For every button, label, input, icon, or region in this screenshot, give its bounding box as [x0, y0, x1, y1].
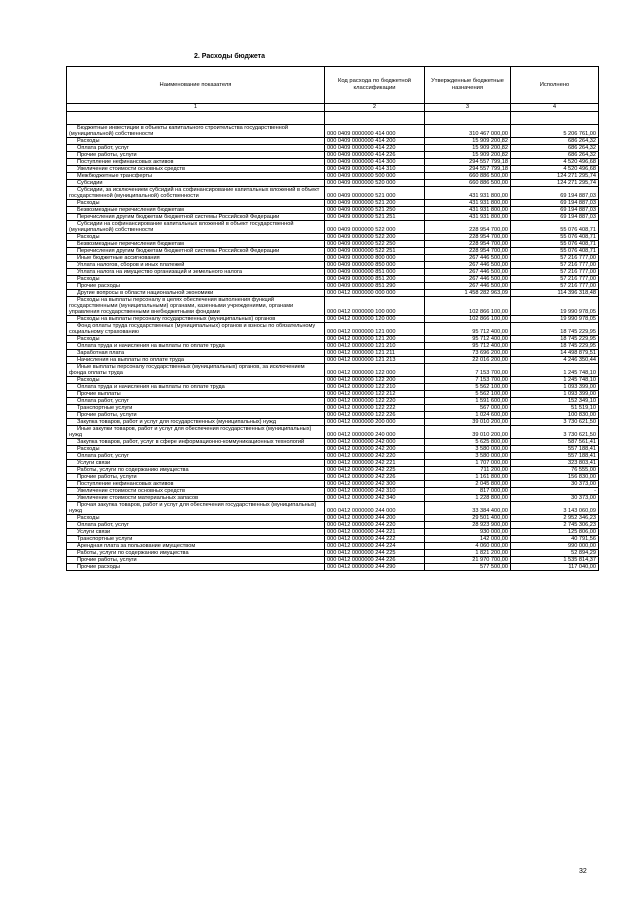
row-approved: 1 591 600,00: [425, 398, 511, 405]
row-code: 000 0412 0000000 000 000: [325, 290, 425, 297]
column-number-4: 4: [511, 104, 599, 112]
table-row: [67, 290, 599, 297]
row-code: 000 0409 0000000 851 290: [325, 283, 425, 290]
table-row: [67, 446, 599, 453]
table-row: [67, 200, 599, 207]
row-approved: 294 557 799,18: [425, 159, 511, 166]
row-approved: 39 010 200,00: [425, 426, 511, 439]
row-executed: 1 245 748,10: [511, 364, 599, 377]
row-name: Безвозмездные перечисления бюджетам: [67, 241, 325, 248]
table-row: [67, 391, 599, 398]
row-executed: 30 373,00: [511, 481, 599, 488]
row-name: Оплата работ, услуг: [67, 145, 325, 152]
table-row: [67, 357, 599, 364]
row-approved: 660 886 500,00: [425, 180, 511, 187]
table-row: [67, 207, 599, 214]
table-row: [67, 488, 599, 495]
row-executed: 51 519,10: [511, 405, 599, 412]
row-approved: 930 000,00: [425, 529, 511, 536]
row-executed: 1 535 814,37: [511, 557, 599, 564]
row-code: 000 0412 0000000 244 000: [325, 502, 425, 515]
row-executed: 4 520 496,68: [511, 159, 599, 166]
row-approved: 4 060 000,00: [425, 543, 511, 550]
table-row: [67, 405, 599, 412]
section-title: 2. Расходы бюджета: [194, 53, 265, 60]
row-executed: 55 076 408,71: [511, 241, 599, 248]
table-row: [67, 543, 599, 550]
row-name: Уплата налогов, сборов и иных платежей: [67, 262, 325, 269]
expenses-table: [66, 66, 599, 571]
row-code: 000 0412 0000000 242 300: [325, 481, 425, 488]
row-code: 000 0412 0000000 244 224: [325, 543, 425, 550]
row-name: Прочие работы, услуги: [67, 152, 325, 159]
row-code: 000 0412 0000000 122 222: [325, 405, 425, 412]
row-name: Расходы: [67, 276, 325, 283]
row-executed: 557 188,41: [511, 453, 599, 460]
column-header-code: Код расхода по бюджетной классификации: [325, 67, 425, 104]
row-name: Расходы на выплаты персоналу государственных (муниципальных) органов: [67, 316, 325, 323]
row-approved: 1 228 800,00: [425, 495, 511, 502]
row-code: 000 0412 0000000 122 226: [325, 412, 425, 419]
row-code: 000 0412 0000000 200 000: [325, 419, 425, 426]
row-executed: 117 040,00: [511, 564, 599, 571]
table-row: [67, 138, 599, 145]
row-approved: 431 931 800,00: [425, 200, 511, 207]
row-executed: 323 803,41: [511, 460, 599, 467]
row-name: Иные бюджетные ассигнования: [67, 255, 325, 262]
row-approved: 577 500,00: [425, 564, 511, 571]
row-approved: 711 200,00: [425, 467, 511, 474]
table-row: [67, 125, 599, 138]
row-name: Субсидии, за исключением субсидий на софинансирование капитальных вложений в объект государственной (муниципальной) собственности: [67, 187, 325, 200]
row-code: 000 0412 0000000 121 213: [325, 357, 425, 364]
row-name: Увеличение стоимости материальных запасов: [67, 495, 325, 502]
row-code: 000 0412 0000000 121 200: [325, 336, 425, 343]
row-code: 000 0412 0000000 122 220: [325, 398, 425, 405]
row-approved: 267 446 500,00: [425, 269, 511, 276]
row-approved: 228 954 700,00: [425, 241, 511, 248]
row-code: 000 0412 0000000 244 200: [325, 515, 425, 522]
row-approved: 22 016 200,00: [425, 357, 511, 364]
row-approved: 431 931 800,00: [425, 207, 511, 214]
row-name: Прочие выплаты: [67, 391, 325, 398]
row-name: Расходы: [67, 377, 325, 384]
row-code: 000 0409 0000000 414 226: [325, 152, 425, 159]
table-row: [67, 187, 599, 200]
row-name: Арендная плата за пользование имуществом: [67, 543, 325, 550]
row-executed: 4 520 496,68: [511, 166, 599, 173]
row-approved: 21 970 700,00: [425, 557, 511, 564]
table-row: [67, 460, 599, 467]
row-code: 000 0412 0000000 242 220: [325, 453, 425, 460]
table-row: [67, 255, 599, 262]
row-executed: 686 264,32: [511, 138, 599, 145]
row-code: 000 0412 0000000 240 000: [325, 426, 425, 439]
row-name: Поступление нефинансовых активов: [67, 481, 325, 488]
row-approved: 29 501 400,00: [425, 515, 511, 522]
row-approved: 431 931 800,00: [425, 187, 511, 200]
table-row: [67, 550, 599, 557]
row-name: Транспортные услуги: [67, 536, 325, 543]
row-approved: 15 909 200,82: [425, 138, 511, 145]
row-approved: 5 625 800,00: [425, 439, 511, 446]
row-approved: 33 384 400,00: [425, 502, 511, 515]
row-name: Расходы: [67, 234, 325, 241]
row-executed: 55 076 408,71: [511, 221, 599, 234]
row-approved: 15 909 200,82: [425, 152, 511, 159]
row-code: 000 0412 0000000 122 212: [325, 391, 425, 398]
row-name: Работы, услуги по содержанию имущества: [67, 550, 325, 557]
row-approved: 73 696 200,00: [425, 350, 511, 357]
table-row: [67, 262, 599, 269]
row-approved: 567 000,00: [425, 405, 511, 412]
row-code: 000 0409 0000000 521 200: [325, 200, 425, 207]
row-approved: 228 954 700,00: [425, 234, 511, 241]
row-name: Транспортные услуги: [67, 405, 325, 412]
table-row: [67, 297, 599, 316]
row-executed: 57 216 777,00: [511, 283, 599, 290]
row-code: 000 0409 0000000 522 200: [325, 234, 425, 241]
table-row: [67, 398, 599, 405]
row-approved: 102 866 100,00: [425, 316, 511, 323]
row-executed: 686 264,32: [511, 145, 599, 152]
row-approved: 2 045 800,00: [425, 481, 511, 488]
row-executed: 55 076 408,71: [511, 234, 599, 241]
row-executed: 69 194 887,03: [511, 214, 599, 221]
row-executed: 2 745 306,23: [511, 522, 599, 529]
row-executed: 557 188,41: [511, 446, 599, 453]
row-approved: 3 580 000,00: [425, 446, 511, 453]
row-executed: 18 745 229,95: [511, 336, 599, 343]
row-code: 000 0412 0000000 244 225: [325, 550, 425, 557]
row-approved: 5 562 100,00: [425, 391, 511, 398]
row-name: Прочие расходы: [67, 564, 325, 571]
table-row: [67, 529, 599, 536]
table-row: [67, 343, 599, 350]
column-number-3: 3: [425, 104, 511, 112]
row-name: Начисления на выплаты по оплате труда: [67, 357, 325, 364]
row-executed: 124 271 295,74: [511, 180, 599, 187]
row-executed: 69 194 887,03: [511, 200, 599, 207]
row-executed: 100 830,00: [511, 412, 599, 419]
row-approved: 1 707 000,00: [425, 460, 511, 467]
row-name: Оплата труда и начисления на выплаты по оплате труда: [67, 384, 325, 391]
row-name: Оплата труда и начисления на выплаты по оплате труда: [67, 343, 325, 350]
row-executed: -: [511, 488, 599, 495]
row-code: 000 0409 0000000 850 000: [325, 262, 425, 269]
row-executed: 3 730 621,50: [511, 426, 599, 439]
row-executed: 30 373,00: [511, 495, 599, 502]
row-approved: 3 580 000,00: [425, 453, 511, 460]
row-code: 000 0409 0000000 521 000: [325, 187, 425, 200]
row-executed: 52 894,29: [511, 550, 599, 557]
table-row: [67, 364, 599, 377]
table-row: [67, 564, 599, 571]
row-code: 000 0412 0000000 122 200: [325, 377, 425, 384]
row-approved: 95 712 400,00: [425, 343, 511, 350]
row-name: Закупка товаров, работ, услуг в сфере информационно-коммуникационных технологий: [67, 439, 325, 446]
row-executed: 3 730 621,50: [511, 419, 599, 426]
row-approved: 660 886 500,00: [425, 173, 511, 180]
row-executed: 1 093 399,00: [511, 384, 599, 391]
row-code: 000 0412 0000000 244 226: [325, 557, 425, 564]
row-code: 000 0412 0000000 121 211: [325, 350, 425, 357]
row-approved: 95 712 400,00: [425, 336, 511, 343]
row-executed: 57 216 777,00: [511, 262, 599, 269]
row-approved: 1 161 800,00: [425, 474, 511, 481]
row-approved: 102 866 100,00: [425, 297, 511, 316]
row-executed: 57 216 777,00: [511, 276, 599, 283]
row-code: 000 0409 0000000 414 310: [325, 166, 425, 173]
row-approved: 310 467 000,00: [425, 125, 511, 138]
row-name: Другие вопросы в области национальной экономики: [67, 290, 325, 297]
row-code: 000 0412 0000000 242 200: [325, 446, 425, 453]
table-row: [67, 159, 599, 166]
column-header-executed: Исполнено: [511, 67, 599, 104]
row-name: Бюджетные инвестиции в объекты капитального строительства государственной (муниципальной) собственности: [67, 125, 325, 138]
row-code: 000 0412 0000000 120 000: [325, 316, 425, 323]
table-row: [67, 502, 599, 515]
row-code: 000 0412 0000000 100 000: [325, 297, 425, 316]
row-code: 000 0409 0000000 521 251: [325, 214, 425, 221]
row-executed: 1 245 748,10: [511, 377, 599, 384]
row-name: Увеличение стоимости основных средств: [67, 166, 325, 173]
row-code: 000 0409 0000000 414 220: [325, 145, 425, 152]
row-name: Расходы: [67, 138, 325, 145]
page-number: 32: [579, 868, 587, 875]
table-row: [67, 467, 599, 474]
row-executed: 124 271 295,74: [511, 173, 599, 180]
row-executed: 40 791,56: [511, 536, 599, 543]
row-name: Межбюджетные трансферты: [67, 173, 325, 180]
row-approved: 817 000,00: [425, 488, 511, 495]
row-code: 000 0409 0000000 851 200: [325, 276, 425, 283]
row-name: Оплата работ, услуг: [67, 398, 325, 405]
row-code: 000 0409 0000000 500 000: [325, 173, 425, 180]
table-row: [67, 426, 599, 439]
row-name: Услуги связи: [67, 460, 325, 467]
table-row: [67, 214, 599, 221]
table-row: [67, 241, 599, 248]
row-executed: 76 555,00: [511, 467, 599, 474]
row-code: 000 0412 0000000 121 000: [325, 323, 425, 336]
row-approved: 7 153 700,00: [425, 364, 511, 377]
row-name: Расходы: [67, 446, 325, 453]
row-executed: 57 216 777,00: [511, 255, 599, 262]
table-header: [67, 67, 599, 112]
row-executed: 2 952 346,23: [511, 515, 599, 522]
row-executed: 18 745 229,95: [511, 323, 599, 336]
row-name: Услуги связи: [67, 529, 325, 536]
table-row: [67, 515, 599, 522]
row-approved: 1 821 200,00: [425, 550, 511, 557]
row-executed: 3 143 060,09: [511, 502, 599, 515]
row-executed: 152 349,10: [511, 398, 599, 405]
row-executed: 686 264,32: [511, 152, 599, 159]
row-code: 000 0412 0000000 244 221: [325, 529, 425, 536]
row-code: 000 0409 0000000 800 000: [325, 255, 425, 262]
table-row: [67, 536, 599, 543]
row-name: Закупка товаров, работ и услуг для государственных (муниципальных) нужд: [67, 419, 325, 426]
row-code: 000 0412 0000000 244 290: [325, 564, 425, 571]
row-executed: 69 194 887,03: [511, 187, 599, 200]
row-executed: 990 000,00: [511, 543, 599, 550]
row-name: Оплата работ, услуг: [67, 522, 325, 529]
table-row: [67, 350, 599, 357]
row-code: 000 0412 0000000 122 210: [325, 384, 425, 391]
row-name: Оплата работ, услуг: [67, 453, 325, 460]
table-row: [67, 453, 599, 460]
row-approved: 267 446 500,00: [425, 276, 511, 283]
row-executed: 19 990 978,05: [511, 297, 599, 316]
row-approved: 5 562 100,00: [425, 384, 511, 391]
table-row: [67, 269, 599, 276]
table-row: [67, 166, 599, 173]
table-row: [67, 336, 599, 343]
row-code: 000 0412 0000000 242 221: [325, 460, 425, 467]
table-row: [67, 412, 599, 419]
row-code: 000 0409 0000000 414 200: [325, 138, 425, 145]
row-code: 000 0412 0000000 122 000: [325, 364, 425, 377]
row-approved: 7 153 700,00: [425, 377, 511, 384]
row-executed: 55 076 408,71: [511, 248, 599, 255]
row-name: Заработная плата: [67, 350, 325, 357]
table-row: [67, 316, 599, 323]
row-executed: 19 990 978,05: [511, 316, 599, 323]
row-name: Увеличение стоимости основных средств: [67, 488, 325, 495]
row-name: Расходы: [67, 336, 325, 343]
row-code: 000 0412 0000000 242 000: [325, 439, 425, 446]
row-approved: 28 923 900,00: [425, 522, 511, 529]
row-name: Субсидии на софинансирование капитальных вложений в объект государственной (муниципальной) собственности: [67, 221, 325, 234]
table-row: [67, 152, 599, 159]
row-code: 000 0409 0000000 521 250: [325, 207, 425, 214]
row-name: Прочая закупка товаров, работ и услуг для обеспечения государственных (муниципальных) нужд: [67, 502, 325, 515]
row-name: Работы, услуги по содержанию имущества: [67, 467, 325, 474]
table-row: [67, 248, 599, 255]
row-approved: 142 000,00: [425, 536, 511, 543]
row-executed: 5 206 761,00: [511, 125, 599, 138]
row-approved: 267 446 500,00: [425, 262, 511, 269]
row-name: Иные закупки товаров, работ и услуг для обеспечения государственных (муниципальных) нужд: [67, 426, 325, 439]
row-code: 000 0409 0000000 522 251: [325, 248, 425, 255]
table-row: [67, 323, 599, 336]
row-code: 000 0409 0000000 414 000: [325, 125, 425, 138]
row-code: 000 0409 0000000 414 300: [325, 159, 425, 166]
row-executed: 57 216 777,00: [511, 269, 599, 276]
row-code: 000 0412 0000000 242 225: [325, 467, 425, 474]
row-name: Уплата налога на имущество организаций и земельного налога: [67, 269, 325, 276]
table-row: [67, 474, 599, 481]
row-executed: 18 745 229,95: [511, 343, 599, 350]
row-name: Перечисления другим бюджетам бюджетной системы Российской Федерации: [67, 214, 325, 221]
table-row: [67, 384, 599, 391]
table-row: [67, 234, 599, 241]
row-code: 000 0412 0000000 244 220: [325, 522, 425, 529]
row-approved: 39 010 200,00: [425, 419, 511, 426]
row-approved: 294 557 799,18: [425, 166, 511, 173]
table-row: [67, 522, 599, 529]
row-name: Прочие работы, услуги: [67, 412, 325, 419]
row-name: Безвозмездные перечисления бюджетам: [67, 207, 325, 214]
row-approved: 15 909 200,82: [425, 145, 511, 152]
table-row: [67, 173, 599, 180]
table-row: [67, 557, 599, 564]
row-approved: 228 954 700,00: [425, 221, 511, 234]
row-code: 000 0409 0000000 522 000: [325, 221, 425, 234]
table-row: [67, 180, 599, 187]
row-name: Субсидии: [67, 180, 325, 187]
row-executed: 1 093 399,00: [511, 391, 599, 398]
row-approved: 1 458 282 963,09: [425, 290, 511, 297]
row-code: 000 0409 0000000 522 250: [325, 241, 425, 248]
table-row: [67, 221, 599, 234]
table-row: [67, 283, 599, 290]
table-row: [67, 439, 599, 446]
table-row: [67, 377, 599, 384]
row-name: Иные выплаты персоналу государственных (муниципальных) органов, за исключением фонда оплаты труда: [67, 364, 325, 377]
row-approved: 267 446 500,00: [425, 283, 511, 290]
row-code: 000 0412 0000000 242 226: [325, 474, 425, 481]
row-approved: 267 446 500,00: [425, 255, 511, 262]
row-name: Перечисления другим бюджетам бюджетной системы Российской Федерации: [67, 248, 325, 255]
row-name: Поступление нефинансовых активов: [67, 159, 325, 166]
row-executed: 587 561,41: [511, 439, 599, 446]
column-header-approved: Утвержденные бюджетные назначения: [425, 67, 511, 104]
spacer-row: [67, 112, 599, 125]
row-name: Прочие расходы: [67, 283, 325, 290]
column-number-1: 1: [67, 104, 325, 112]
row-executed: 14 498 879,51: [511, 350, 599, 357]
row-executed: 156 830,00: [511, 474, 599, 481]
row-name: Прочие работы, услуги: [67, 474, 325, 481]
row-approved: 95 712 400,00: [425, 323, 511, 336]
row-name: Расходы на выплаты персоналу в целях обеспечения выполнения функций государственными (муниципальными) органами, казенными учреждениями, органами управления государственными внебюджетными фондами: [67, 297, 325, 316]
row-executed: 125 806,00: [511, 529, 599, 536]
expenses-table-container: [66, 66, 598, 571]
table-body: [67, 112, 599, 571]
table-row: [67, 276, 599, 283]
row-code: 000 0412 0000000 242 310: [325, 488, 425, 495]
row-code: 000 0409 0000000 520 000: [325, 180, 425, 187]
column-header-name: Наименование показателя: [67, 67, 325, 104]
row-executed: 114 396 318,48: [511, 290, 599, 297]
row-code: 000 0412 0000000 244 222: [325, 536, 425, 543]
table-row: [67, 481, 599, 488]
row-executed: 69 194 887,03: [511, 207, 599, 214]
row-code: 000 0409 0000000 851 000: [325, 269, 425, 276]
row-approved: 1 024 600,00: [425, 412, 511, 419]
row-executed: 4 246 350,44: [511, 357, 599, 364]
row-name: Расходы: [67, 515, 325, 522]
row-code: 000 0412 0000000 121 210: [325, 343, 425, 350]
row-approved: 431 931 800,00: [425, 214, 511, 221]
table-row: [67, 495, 599, 502]
column-number-2: 2: [325, 104, 425, 112]
row-name: Фонд оплаты труда государственных (муниципальных) органов и взносы по обязательному социальному страхованию: [67, 323, 325, 336]
row-name: Расходы: [67, 200, 325, 207]
row-name: Прочие работы, услуги: [67, 557, 325, 564]
row-approved: 228 954 700,00: [425, 248, 511, 255]
table-row: [67, 145, 599, 152]
row-code: 000 0412 0000000 242 340: [325, 495, 425, 502]
table-row: [67, 419, 599, 426]
